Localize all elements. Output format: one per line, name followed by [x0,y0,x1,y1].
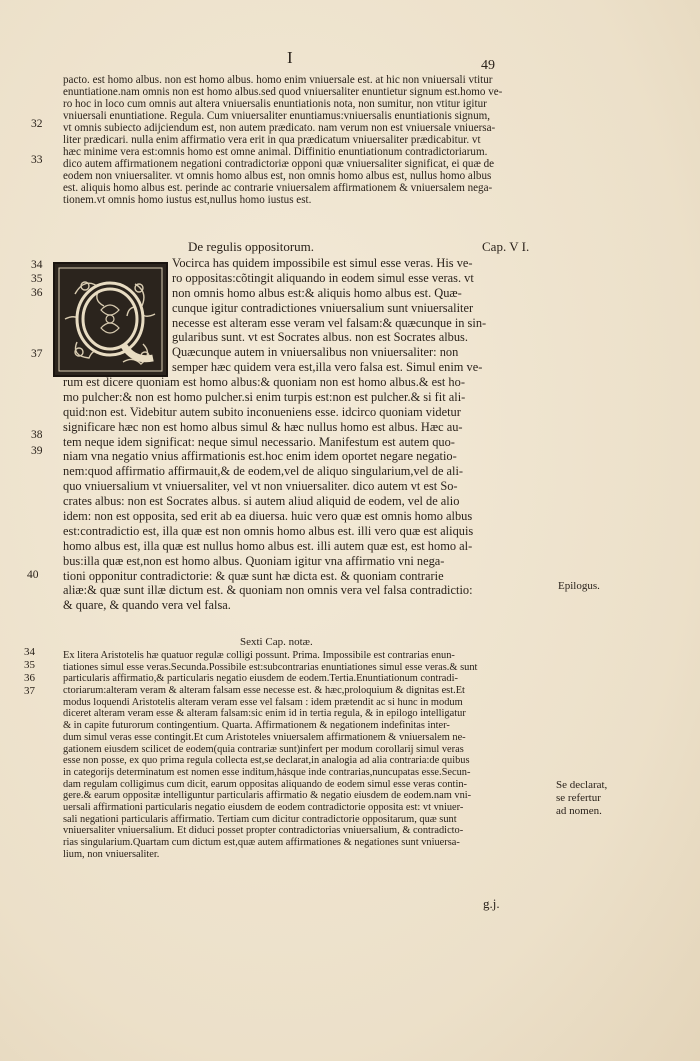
text-line: rum est dicere quoniam est homo albus:& quoniam non est homo albus.& est ho- [63,375,465,389]
text-line: Vocirca has quidem impossibile est simul esse veras. His ve- [172,256,473,270]
text-line: aliæ:& quæ sunt illæ dictum est. & quoniam non omnis vera vel falsa contradictio: [63,583,473,598]
margin-note-block [556,779,607,818]
ornament-icon [55,264,166,375]
text-line: & quare, & quando vera vel falsa. [63,598,231,613]
indented-text [172,256,545,375]
text-line: est:contradictio est, illa quæ est non omnis homo albus est. illi vero quæ est aliquis [63,523,474,538]
line-number: 37 [24,685,35,697]
text-line: ro oppositas:cõtingit aliquando in eodem simul esse veras. vt [172,270,474,285]
text-line: tem neque idem significat: neque simul necessario. Manifestum est autem quo- [63,434,455,449]
text-line: ro hoc in loco cum omnis aut altera vniuersalis enuntiationis nota, non sumitur, non vtitur igitur [63,98,487,111]
text-line: niam vna negatio vnius affirmationis est.hoc enim idem oportet negare negatio- [63,449,457,464]
note-line: in categorijs determinatum est nomen esse inditum,hásque inde contrarias,nuncupatas esse.Secun- [63,766,471,778]
text-line: mo pulcher:& non est homo pulcher.si enim turpis est:non est pulcher.& si fit ali- [63,389,466,404]
main-text [63,375,545,613]
text-line: crates albus: non est Socrates albus. si autem aliud aliquid de eodem, vel de alio [63,494,460,509]
text-line: quo vniuersalium vt vniuersaliter, vel vt non vniuersaliter. dico autem vt est So- [63,479,458,494]
text-line: vniuersali enuntiatione. Regula. Cum vniuersaliter enuntiamus:vniuersalis enuntiationis signum, [63,110,491,123]
text-line: necesse est alteram esse veram vel falsam:& quæcunque in sin- [172,315,487,330]
note-line: gationem eiusdem scilicet de eodem(quia contrariæ sunt)infert per modum corollarij simul veras [63,743,464,755]
text-line: enuntiatione.nam omnis non est homo albus.sed quod vniuersaliter enuntietur signum est.homo ve- [63,86,503,99]
text-line: gularibus sunt. vt est Socrates albus. non est Socrates albus. [172,330,468,345]
line-number: 34 [31,259,43,271]
note-line: dam regulam colligimus cum dicit, earum oppositas aliquando de eodem simul esse veras contin- [63,778,467,790]
text-line: vt omnis subiecto adijciendum est, non autem prædicato. nam verum non est vniuersale vniuersa- [63,122,496,135]
note-line: uersali affirmationi particularis negatio eiusdem de eodem contradictorie opposita est: vt vniuer- [63,801,464,813]
decorated-initial-q [53,262,168,377]
margin-note-line: Se declarat, [556,779,608,791]
line-number: 36 [24,672,35,684]
line-number: 40 [27,569,39,581]
note-line: diceret alteram veram esse & alteram falsam:sic enim id in tertia regula, & in epilogo intelligatur [63,708,466,720]
note-line: tiationes simul esse veras.Secunda.Possibile est:subcontrarias enuntiationes simul esse veras.& sunt [63,661,478,673]
notes-text [63,650,545,860]
text-line: Quæcunque autem in vniuersalibus non vniuersaliter: non [172,345,459,360]
text-line: tionem.vt omnis homo iustus est,nullus homo iustus est. [63,194,312,207]
note-line: & in capite futurorum contingentium. Quarta. Affirmationem & negationem indefinitas inter- [63,720,450,732]
gathering-mark: I [287,48,293,67]
text-line: significare hæc non est homo albus simul & hæc nullus homo est albus. Hæc au- [63,419,463,434]
signature-mark: g.j. [483,896,500,911]
note-line: Ex litera Aristotelis hæ quatuor regulæ colligi possunt. Prima. Impossibile est contrarias enun- [63,650,455,661]
note-line: dum simul veras esse contingit.Et cum Aristoteles vniuersalem affirmationem & vniuersalem ne- [63,731,466,743]
note-line: particularis affirmatio,& particularis negatio eiusdem de eodem.Tertia.Enuntiationum contradi- [63,673,458,685]
text-line: homo albus est, illa quæ est nullus homo albus est. illi autem quæ est, est homo al- [63,538,473,553]
text-line: tioni opponitur contradictorie: & quæ sunt hæ dicta est. & quoniam contrarie [63,568,444,583]
text-line: hæc minime vera est:omnis homo est omne animal. Diffinitio enuntiationum contradictoriarum. [63,146,488,159]
note-line: modus loquendi Aristotelis alteram veram esse vel falsam : idem prætendit ac si hunc in modum [63,696,463,708]
note-line: esse non posse, ex quo prima regula collecta est,se declarat,in analogia ad alia contraria:de quibus [63,755,470,767]
line-number: 33 [31,154,43,166]
note-line: lium, non vniuersaliter. [63,848,160,860]
text-line: non omnis homo albus est:& aliquis homo albus est. Quæ- [172,285,462,300]
line-number: 37 [31,348,43,360]
text-line: idem: non est opposita, sed erit ab ea diuersa. huic vero quæ est omnis homo albus [63,509,473,524]
line-number: 35 [24,659,35,671]
line-number: 35 [31,273,43,285]
line-number: 34 [24,646,35,658]
section-heading: De regulis oppositorum. [188,239,315,254]
folio-number: 49 [481,58,495,73]
text-line: liter prædicari. nulla enim affirmatio vera erit in qua prædicatum vniuersaliter prædicabitur. vt [63,134,481,147]
chapter-label: Cap. V I. [482,239,530,254]
line-number: 39 [31,445,43,457]
note-line: rias singularium.Quartam cum dictum est,quæ autem affirmationes & negationes sunt vniuersa- [63,837,460,848]
note-line: ctoriarum:alteram veram & alteram falsam esse necesse est. & hæc,proloquium & dignitas est.Et [63,685,465,697]
text-line: dico autem affirmationem negationi contradictoriæ opponi quæ vniuersaliter significat, ei quæ de [63,158,495,171]
text-line: est. aliquis homo albus est. perinde ac contrarie vniuersalem affirmationem & vniuersalem nega- [63,182,493,195]
text-line: semper hæc quidem vera est,illa vero falsa est. Simul enim ve- [172,360,483,375]
text-line: bus:illa quæ est,non est homo albus. Quoniam igitur vna affirmatio vni nega- [63,553,445,568]
note-line: gere.& earum oppositæ intelliguntur particularis affirmatio & negatio eiusdem de eodem.nam vni- [63,790,472,802]
text-line: eodem non vniuersaliter. vt omnis homo albus est, non omnis homo albus est, nullus homo albus [63,170,492,183]
margin-note-line: ad nomen. [556,805,602,817]
note-line: sali negationi particularis affirmatio. Tertiam cum dicitur contradictorie oppositarum, quæ sunt [63,813,457,825]
line-number: 38 [31,429,43,441]
line-number: 36 [31,287,43,299]
note-line: vniuersaliter vniuersalium. Et diduci posset propter contradictorias vniuersalium, & contradicto- [63,825,464,837]
top-paragraph [63,74,545,207]
notes-heading: Sexti Cap. notæ. [240,636,313,648]
line-number: 32 [31,118,43,130]
text-line: pacto. est homo albus. non est homo albus. homo enim vniuersale est. at hic non vniuersali vtitur [63,74,493,86]
margin-note-line: se refertur [556,792,601,804]
text-line: quid:non est. Videbitur autem subito inconueniens esse. idcirco quoniam videtur [63,404,461,419]
text-line: nem:quod affirmatio affirmauit,& de eodem,vel de aliquo singularium,vel de ali- [63,464,464,479]
margin-note: Epilogus. [558,580,600,592]
text-line: cunque igitur contradictiones vniuersalium sunt vniuersaliter [172,300,474,315]
